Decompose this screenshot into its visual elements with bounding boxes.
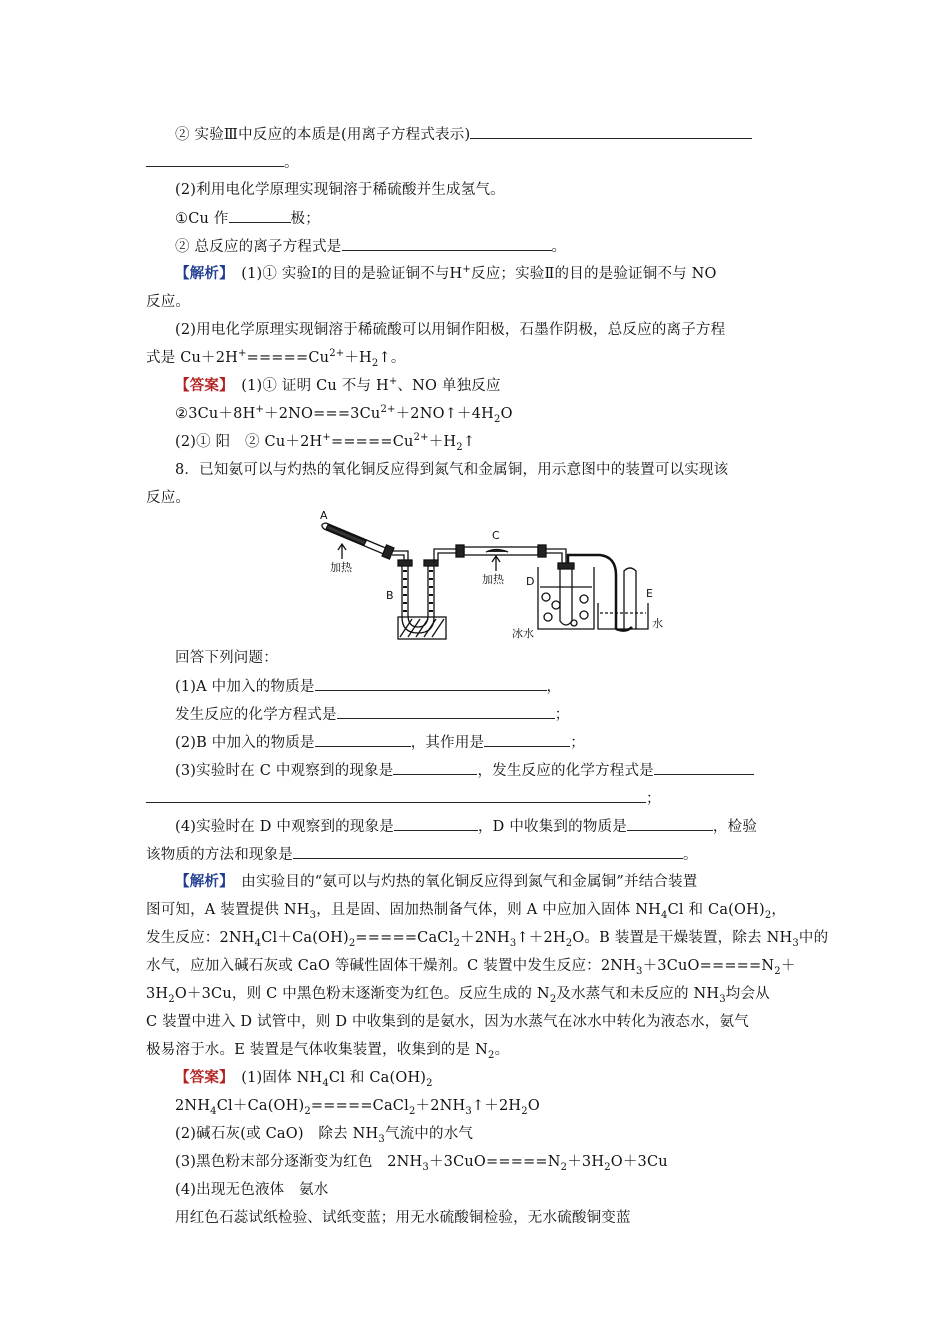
answer-8-line-5: (4)出现无色液体 氨水	[175, 1182, 329, 1198]
answer-blank[interactable]	[484, 732, 570, 747]
q8-sub-5: ；	[146, 788, 806, 809]
apparatus-diagram	[316, 505, 668, 643]
answer-8-line-3: (2)碱石灰(或 CaO) 除去 $NH_3$气流中的水气	[175, 1126, 474, 1145]
analysis-8-line-2: 图可知，A 装置提供 $NH_3$，且是固、固加热制备气体，则 A 中应加入固体 $NH_4Cl$ 和 $Ca(OH)_2$，	[146, 902, 787, 921]
analysis-8-line-4: 水气，应加入碱石灰或 CaO 等碱性固体干燥剂。C 装置中发生反应：$2NH_3+3CuO=====N_2+$	[146, 958, 796, 977]
q8-line-1: 8．已知氨可以与灼热的氧化铜反应得到氮气和金属铜，用示意图中的装置可以实现该	[175, 462, 729, 478]
heat-arrow-a	[338, 544, 346, 559]
label-b: B	[386, 589, 394, 602]
q8-sub-2: 发生反应的化学方程式是 ；	[175, 704, 806, 725]
answer-blank[interactable]	[394, 816, 478, 831]
analysis-tag: 【解析】	[175, 873, 227, 890]
answer-blank[interactable]	[315, 676, 547, 691]
q8-sub-7: 该物质的方法和现象是 。	[146, 844, 806, 865]
label-heat-1: 加热	[330, 561, 352, 574]
label-e: E	[646, 587, 653, 600]
label-heat-2: 加热	[482, 573, 504, 586]
label-d: D	[526, 575, 535, 588]
beaker-d	[538, 555, 616, 629]
analysis-tag: 【解析】	[175, 265, 227, 282]
label-a: A	[320, 509, 328, 522]
answer-blank[interactable]	[393, 760, 477, 775]
analysis-7-line-1: 【解析】 (1)① 实验Ⅰ的目的是验证铜不与H+反应；实验Ⅱ的目的是验证铜不与 NO	[175, 264, 717, 282]
tube-c	[456, 545, 566, 567]
analysis-8-line-1: 【解析】 由实验目的“氨可以与灼热的氧化铜反应得到氮气和金属铜”并结合装置	[175, 873, 698, 890]
answer-blank[interactable]	[315, 732, 411, 747]
answer-blank[interactable]	[654, 760, 754, 775]
label-water: 水	[652, 617, 663, 630]
q7-line-2: 。	[146, 152, 806, 173]
trough-e	[598, 568, 648, 631]
heat-arrow-c	[492, 556, 500, 571]
answer-blank[interactable]	[293, 844, 683, 859]
answer-blank[interactable]	[229, 208, 291, 223]
answer-8-line-2: $2NH_4Cl+Ca(OH)_2=====CaCl_2+2NH_3↑+2H_2O$	[175, 1098, 540, 1117]
q8-sub-6: (4)实验时在 D 中观察到的现象是 ，D 中收集到的物质是 ，检验	[175, 816, 806, 837]
analysis-7-line-3: (2)用电化学原理实现铜溶于稀硫酸可以用铜作阳极，石墨作阴极，总反应的离子方程	[175, 322, 726, 338]
q8-sub-1: (1)A 中加入的物质是 ，	[175, 676, 806, 697]
tube-a	[322, 523, 408, 563]
answer-tag: 【答案】	[175, 1069, 227, 1086]
q8-sub-3: (2)B 中加入的物质是 ，其作用是 ；	[175, 732, 806, 753]
q8-ask: 回答下列问题：	[175, 650, 278, 666]
label-c: C	[492, 529, 500, 542]
q8-sub-4: (3)实验时在 C 中观察到的现象是 ，发生反应的化学方程式是	[175, 760, 806, 781]
analysis-7-line-4: 式是 $Cu+2H^+=====Cu^{2+}+H_2↑$。	[146, 348, 406, 369]
q7-line-3: (2)利用电化学原理实现铜溶于稀硫酸并生成氢气。	[175, 182, 505, 198]
answer-tag: 【答案】	[175, 377, 227, 394]
answer-7-line-3: (2)① 阳 ② $Cu+2H^+=====Cu^{2+}+H_2↑$	[175, 432, 476, 453]
answer-blank[interactable]	[146, 152, 284, 167]
answer-7-line-2: $②3Cu+8H^++2NO===3Cu^{2+}+2NO↑+4H_2O$	[175, 404, 513, 425]
analysis-7-line-2: 反应。	[146, 294, 191, 310]
analysis-8-line-3: 发生反应：$2NH_4Cl+Ca(OH)_2=====CaCl_2+2NH_3↑+2H_2O$。B 装置是干燥装置，除去 $NH_3$中的	[146, 930, 829, 949]
answer-blank[interactable]	[146, 788, 646, 803]
answer-blank[interactable]	[342, 236, 552, 251]
analysis-8-line-5: $3H_2O+3Cu$，则 C 中黑色粉末逐渐变为红色。反应生成的 $N_2$及水蒸气和未反应的 $NH_3$均会从	[146, 986, 770, 1005]
q7-text: ② 实验Ⅲ中反应的本质是(用离子方程式表示)	[175, 127, 471, 143]
q7-line-4: ①Cu 作 极；	[175, 208, 806, 229]
answer-blank[interactable]	[337, 704, 555, 719]
analysis-8-line-6: C 装置中进入 D 试管中，则 D 中收集到的是氨水，因为水蒸气在冰水中转化为液态水，氨气	[146, 1014, 749, 1030]
answer-blank[interactable]	[470, 124, 752, 139]
answer-8-line-4: (3)黑色粉末部分逐渐变为红色 $2NH_3+3CuO=====N_2+3H_2O+3Cu$	[175, 1154, 668, 1173]
q7-line-5: ② 总反应的离子方程式是 。	[175, 236, 806, 257]
q8-line-2: 反应。	[146, 490, 191, 506]
answer-7-line-1: 【答案】 (1)① 证明 Cu 不与 H+、NO 单独反应	[175, 376, 501, 394]
label-ice-water: 冰水	[512, 627, 534, 640]
answer-blank[interactable]	[627, 816, 713, 831]
answer-8-line-6: 用红色石蕊试纸检验、试纸变蓝；用无水硫酸铜检验，无水硫酸铜变蓝	[175, 1210, 631, 1226]
q7-line-1	[175, 124, 806, 145]
analysis-8-line-7: 极易溶于水。E 装置是气体收集装置，收集到的是 $N_2$。	[146, 1042, 510, 1061]
answer-8-line-1: 【答案】 (1)固体 $NH_4Cl$ 和 $Ca(OH)_2$	[175, 1069, 433, 1089]
